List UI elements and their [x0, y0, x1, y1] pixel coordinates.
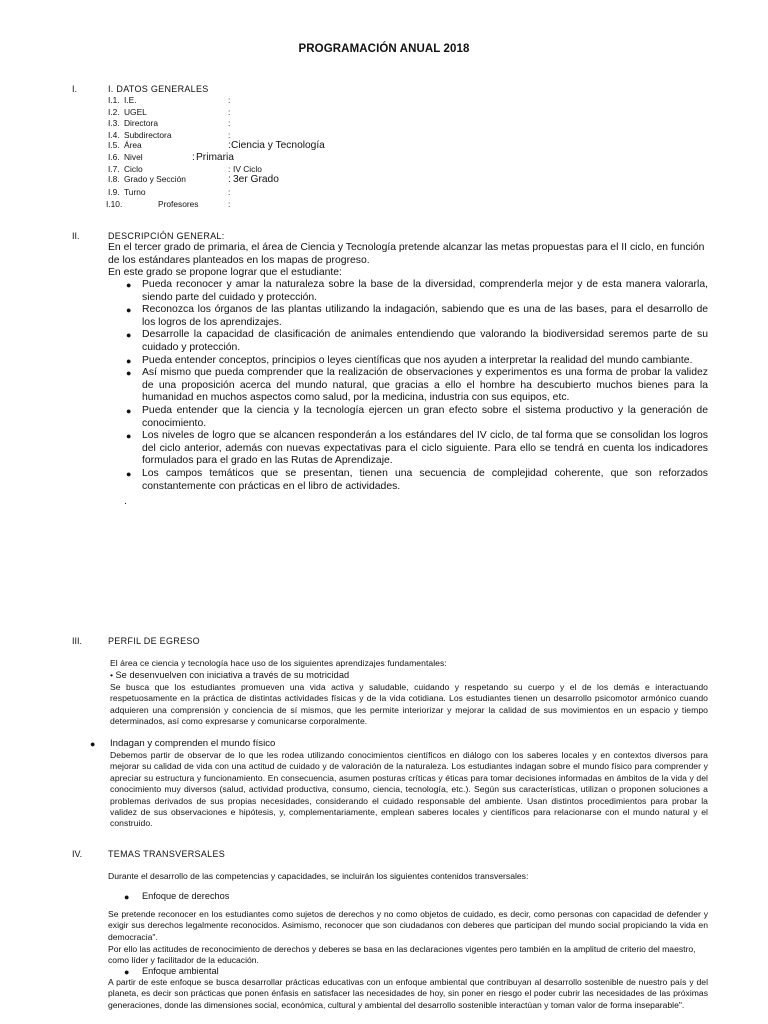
general-data-row — [0, 199, 768, 211]
list-item — [126, 367, 708, 405]
general-data-row — [0, 174, 768, 186]
list-item — [126, 430, 708, 468]
bullet-icon: ● — [124, 967, 130, 977]
bullet-text: Se desenvuelven con iniciativa a través de su motricidad — [115, 670, 350, 680]
section-4-bullet-2: Enfoque ambiental — [142, 966, 219, 976]
row-label: Área — [124, 140, 142, 151]
list-item — [126, 304, 708, 329]
bullet-icon: • — [110, 670, 116, 680]
section-2-title: DESCRIPCIÓN GENERAL: — [108, 231, 225, 241]
section-4-title: TEMAS TRANSVERSALES — [108, 849, 226, 859]
list-item — [126, 329, 708, 354]
row-code: I.10. — [106, 198, 123, 209]
row-label: Profesores — [158, 198, 199, 209]
list-item-text: Así mismo que pueda comprender que la realización de observaciones y experimentos es una forma de probar la validez de una proposición acerca del mundo natural, que gracias a ello el hombre ha descubierto muchos bienes para la humanidad en muchos aspectos como salud, por la medicina, industria con sus equipos, etc. — [142, 367, 708, 404]
general-data-row — [0, 107, 768, 119]
row-code: I.6. — [108, 152, 120, 163]
row-value: 3er Grado — [233, 174, 279, 186]
bullet-icon: ● — [126, 280, 132, 290]
section-2-intro: En el tercer grado de primaria, el área de Ciencia y Tecnología pretende alcanzar las metas propuestas para el II ciclo, en función de los estándares planteados en los mapas de progreso. — [108, 242, 705, 266]
row-label: Nivel — [124, 152, 143, 163]
row-label: Directora — [124, 118, 158, 129]
row-code: I.2. — [108, 106, 120, 117]
row-label: Grado y Sección — [124, 174, 186, 185]
row-separator: : — [228, 174, 231, 186]
list-item — [126, 279, 708, 304]
row-value: Primaria — [196, 152, 234, 164]
section-4-paragraph-3: A partir de este enfoque se busca desarrollar prácticas educativas con un enfoque ambiental que contribuyan al desarrollo sostenible de nuestro país y del planeta, es decir son prácticas que ponen énfasis en satisfacer las necesidades de hoy, sin poner en riesgo el poder cubrir las necesidades de las próximas generaciones, donde las dimensiones social, económica, cultural y ambiental del desarrollo sostenible interactúan y toman valor de forma inseparable". — [108, 977, 708, 1010]
list-item-text: Los campos temáticos que se presentan, tienen una secuencia de complejidad coherente, que son reforzados constantemente con prácticas en el libro de actividades. — [142, 467, 708, 492]
list-item-text: Pueda entender que la ciencia y la tecnología ejercen un gran efecto sobre el sistema productivo y la generación de conocimiento. — [142, 404, 708, 429]
row-label: I.E. — [124, 95, 137, 105]
row-value: IV Ciclo — [233, 163, 262, 174]
section-3-intro: El área ce ciencia y tecnología hace uso de los siguientes aprendizajes fundamentales: — [110, 658, 447, 668]
row-label: UGEL — [124, 106, 147, 117]
section-3-number: III. — [72, 636, 83, 646]
section-1-number: I. — [72, 84, 78, 94]
row-code: I.5. — [108, 140, 120, 151]
row-separator: : — [228, 163, 231, 174]
row-separator: : — [228, 95, 231, 105]
section-4-intro: Durante el desarrollo de las competencias y capacidades, se incluirán los siguientes contenidos transversales: — [108, 871, 529, 881]
section-2-bullet-list — [126, 279, 708, 493]
document-title: PROGRAMACIÓN ANUAL 2018 — [298, 43, 470, 55]
bullet-icon: ● — [126, 305, 132, 316]
section-3-bullet-2: Indagan y comprenden el mundo físico — [110, 738, 276, 749]
section-4-paragraph-2: Por ello las actitudes de reconocimiento de derechos y deberes se basa en las declaraciones vigentes pero también en la amplitud de criterio del maestro, como líder y facilitador de la educación. — [108, 944, 696, 966]
general-data-row — [0, 95, 768, 107]
bullet-icon: ● — [126, 355, 132, 366]
general-data-row — [0, 152, 768, 164]
row-label: Turno — [124, 187, 146, 197]
section-4-bullet-1: Enfoque de derechos — [142, 891, 230, 901]
section-2-number: II. — [72, 231, 80, 241]
list-item-text: Pueda reconocer y amar la naturaleza sobre la base de la diversidad, comprenderla mejor y de esta manera valorarla, siendo parte del cuidado y protección. — [142, 279, 708, 303]
section-4-paragraph-1: Se pretende reconocer en los estudiantes como sujetos de derechos y no como objetos de cuidado, es decir, como personas con capacidad de defender y exigir sus derechos legalmente reconocidos. Asimismo, reconocer que son ciudadanos con deberes que participan del mundo social propiciando la vida en democracia". — [108, 909, 708, 942]
section-3-paragraph-2: Debemos partir de observar de lo que les rodea utilizando conocimientos científicos en diálogo con los saberes locales y en contextos diversos para mejorar su calidad de vida con una actitud de cuidado y de valoración de la naturaleza. Los estudiantes indagan sobre el mundo físico para comprender y apreciar su estructura y funcionamiento. En consecuencia, asumen posturas críticas y éticas para tomar decisiones informadas en ámbitos de la vida y del conocimiento muy diversos (salud, actividad productiva, consumo, ciencia, tecnología, etc.). Según sus características, utilizan o proponen soluciones a problemas derivados de sus propias necesidades, considerando el cuidado responsable del ambiente. Usan distintos procedimientos para probar la validez de sus observaciones e hipótesis, y, complementariamente, emplean saberes locales y científicos para relacionarse con el mundo natural y el construido. — [110, 750, 708, 829]
list-item-text: Desarrolle la capacidad de clasificación de animales entendiendo que valorando la biodiversidad seremos parte de su cuidado y protección. — [142, 329, 708, 353]
bullet-icon: ● — [126, 468, 132, 479]
list-item-text: Los niveles de logro que se alcancen responderán a los estándares del IV ciclo, de tal forma que se consolidan los logros del ciclo anterior, además con nuevas expectativas para el ciclo siguiente. Para ello se tendrá en cuenta los indicadores formulados para el grado en las Rutas de Aprendizaje. — [142, 430, 708, 467]
row-separator: : — [228, 118, 231, 129]
row-code: I.9. — [108, 187, 120, 197]
section-3-title: PERFIL DE EGRESO — [108, 636, 200, 646]
section-2-lead: En este grado se propone lograr que el estudiante: — [108, 267, 342, 278]
section-3-paragraph-1: Se busca que los estudiantes promueven una vida activa y saludable, cuidando y respetando su cuerpo y el de los demás e interactuando respetuosamente en la práctica de distintas actividades físicas y de la vida cotidiana. Los estudiantes tienen un desarrollo psicomotor armónico cuando adquieren una comprensión y conciencia de sí mismos, que les permite interiorizar y mejorar la calidad de sus movimientos en un espacio y tiempo determinados, así como expresarse y comunicarse corporalmente. — [110, 682, 708, 727]
row-label: Ciclo — [124, 163, 143, 174]
bullet-icon: ● — [124, 892, 130, 902]
list-item — [126, 404, 708, 430]
row-code: I.4. — [108, 129, 120, 140]
bullet-icon: ● — [126, 368, 132, 379]
bullet-icon: ● — [126, 405, 132, 416]
bullet-icon: ● — [126, 330, 132, 341]
row-separator: : — [228, 140, 231, 152]
row-separator: : — [228, 187, 231, 197]
row-code: I.1. — [108, 95, 120, 105]
bullet-icon: ● — [90, 739, 96, 749]
general-data-row — [0, 118, 768, 130]
row-separator: : — [228, 198, 231, 209]
row-code: I.8. — [108, 174, 120, 185]
section-4-number: IV. — [72, 849, 83, 859]
general-data-row — [0, 140, 768, 152]
list-item — [126, 354, 708, 368]
bullet-icon: ● — [126, 431, 132, 442]
list-item — [126, 467, 708, 493]
list-item-text: Reconozca los órganos de las plantas utilizando la indagación, sabiendo que es una de las bases, para el desarrollo de los logros de los aprendizajes. — [142, 304, 708, 328]
list-item-text: Pueda entender conceptos, principios o leyes científicas que nos ayuden a interpretar la realidad del mundo cambiante. — [142, 354, 693, 366]
row-value: Ciencia y Tecnología — [231, 140, 325, 152]
row-code: I.7. — [108, 163, 120, 174]
row-label: Subdirectora — [124, 129, 172, 140]
row-code: I.3. — [108, 118, 120, 129]
row-separator: : — [228, 129, 231, 140]
section-2-trailing-mark: . — [124, 496, 127, 507]
row-separator: : — [192, 152, 195, 164]
general-data-row — [0, 187, 768, 199]
row-separator: : — [228, 106, 231, 117]
section-1-title: I. DATOS GENERALES — [108, 84, 209, 94]
section-3-bullet-1 — [110, 670, 710, 681]
